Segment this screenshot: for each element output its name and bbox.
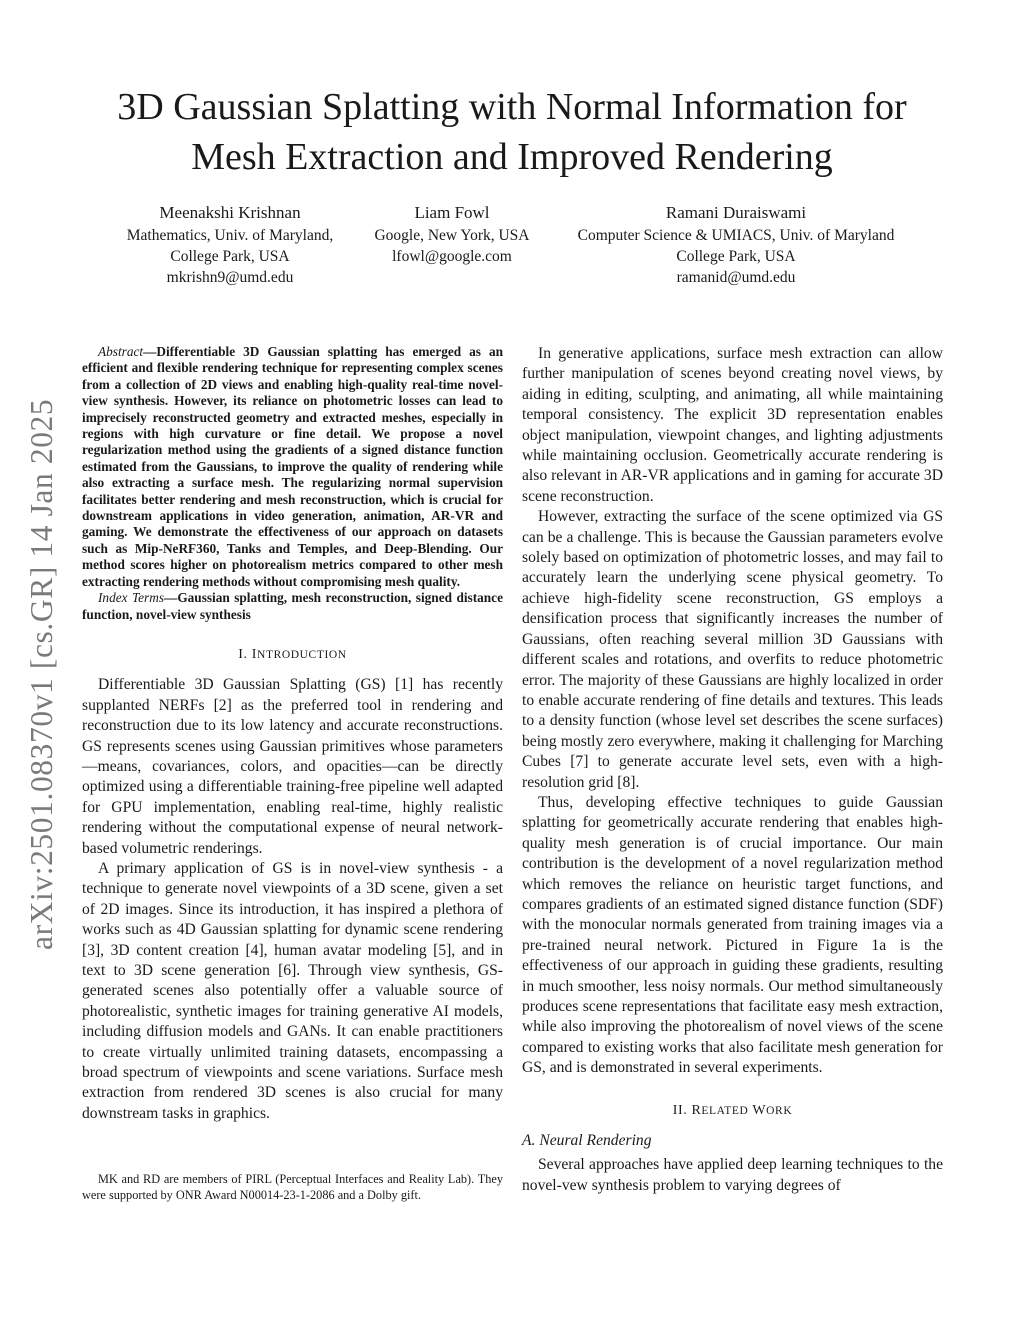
arxiv-stamp: arXiv:2501.08370v1 [cs.GR] 14 Jan 2025 [24,398,59,950]
section-title-initial: R [691,1102,702,1118]
author-name: Ramani Duraiswami [665,203,807,222]
paper-title [60,82,964,182]
section-number: I. [238,646,248,662]
author-location: College Park, USA [676,248,796,265]
subsection-heading: A. Neural Rendering [522,1132,652,1150]
section-title-initial: W [752,1102,767,1118]
author-block-3 [548,202,924,288]
author-email: lfowl@google.com [392,248,512,265]
right-column [522,344,943,1196]
author-email: ramanid@umd.edu [676,269,796,286]
section-heading-related-work [522,1101,943,1121]
body-paragraph-1: In generative applications, surface mesh extraction can allow further manipulation of scenes beyond creating novel views, by aiding in editing, sculpting, and animating, all while maintaining temporal consistency. The explicit 3D representation enables object manipulation, viewpoint changes, and lighting adjustments while maintaining occlusion. Geometrically accurate rendering is also relevant in AR-VR applications and in gaming for accurate 3D scene reconstruction. [522,345,943,505]
author-location: College Park, USA [170,248,290,265]
author-name: Liam Fowl [414,203,490,222]
abstract-label: Abstract [98,344,144,359]
author-email: mkrishn9@umd.edu [166,269,294,286]
section-title-initial: I [251,646,258,662]
title-line-1: 3D Gaussian Splatting with Normal Information for [117,86,907,128]
intro-paragraph-2: A primary application of GS is in novel-view synthesis - a technique to generate novel viewpoints of a 3D scene, given a set of 2D images. Since its introduction, it has inspired a plethora of works such as 4D Gaussian splatting for dynamic scene rendering [3], 3D content creation [4], human avatar modeling [5], and in text to 3D scene generation [6]. Through view synthesis, GS-generated scenes also potentially offer a valuable source of photorealistic, synthetic images for training generative AI models, including diffusion models and GANs. It can enable practitioners to create virtually unlimited training datasets, encompassing a broad spectrum of viewpoints and scene variations. Surface mesh extraction from rendered 3D scenes is also crucial for many downstream tasks in graphics. [82,859,503,1122]
section-heading-introduction [82,645,503,665]
left-column [82,344,503,1124]
author-block-1 [92,202,368,288]
author-block-2 [362,202,542,267]
abstract-text: —Differentiable 3D Gaussian splatting has emerged as an efficient and flexible rendering technique for representing complex scenes from a collection of 2D views and enabling high-quality real-time novel-view synthesis. However, its reliance on photometric losses can lead to imprecisely reconstructed geometry and extracted meshes, especially in regions with high curvature or fine detail. We propose a novel regularization method using the gradients of a signed distance function estimated from the Gaussians, to improve the quality of rendering while also extracting a surface mesh. The regularizing normal supervision facilitates better rendering and mesh reconstruction, which is crucial for downstream applications in video generation, animation, AR-VR and gaming. We demonstrate the effectiveness of our approach on datasets such as Mip-NeRF360, Tanks and Temples, and Deep-Blending. Our method scores higher on photorealism metrics compared to other mesh extracting rendering methods without compromising mesh quality. [82,344,503,589]
section-number: II. [672,1102,688,1118]
section-title-rest: ORK [766,1104,793,1117]
index-terms [82,590,503,623]
index-terms-text: —Gaussian splatting, mesh reconstruction, signed distance function, novel-view synthesis [82,590,503,622]
author-affiliation: Mathematics, Univ. of Maryland, [126,227,334,244]
section-title-rest: ELATED [701,1104,749,1117]
index-terms-label: Index Terms [98,590,165,606]
author-name: Meenakshi Krishnan [159,203,301,222]
abstract [82,344,503,590]
footnote: MK and RD are members of PIRL (Perceptual Interfaces and Reality Lab). They were supported by ONR Award N00014-23-1-2086 and a Dolby gift. [82,1172,503,1202]
author-affiliation: Computer Science & UMIACS, Univ. of Maryland [577,227,895,244]
intro-paragraph-1: Differentiable 3D Gaussian Splatting (GS) [1] has recently supplanted NERFs [2] as the preferred tool in rendering and reconstruction due to its low latency and accurate reconstructions. GS represents scenes using Gaussian primitives whose parameters—means, covariances, colors, and opacities—can be directly optimized using a differentiable training-free pipeline well adapted for GPU implementation, enabling real-time, highly realistic rendering without the computational expense of neural network-based volumetric renderings. [82,676,503,857]
body-paragraph-4: Several approaches have applied deep learning techniques to the novel-vew synthesis problem to varying degrees of [522,1156,943,1194]
body-paragraph-2: However, extracting the surface of the scene optimized via GS can be a challenge. This is because the Gaussian parameters evolve solely based on optimization of photometric losses, and may fail to accurately learn the underlying scene physical geometry. To achieve high-fidelity scene reconstruction, GS employs a densification process that significantly increases the number of Gaussians, often reaching several million 3D Gaussians with different scales and rotations, and overfits to reduce photometric error. The majority of these Gaussians are highly localized in order to enable accurate rendering of fine details and textures. This leads to a density function (whose level set describes the scene surfaces) being mostly zero everywhere, making it challenging for Marching Cubes [7] to generate accurate level sets, even with a high-resolution grid [8]. [522,508,943,791]
body-paragraph-3: Thus, developing effective techniques to guide Gaussian splatting for geometrically accurate rendering that enables high-quality mesh generation is of crucial importance. Our main contribution is the development of a novel regularization method which removes the reliance on heuristic target functions, and compares gradients of an estimated signed distance function (SDF) with the monocular normals generated from training images via a pre-trained neural network. Pictured in Figure 1a is the effectiveness of our approach in guiding these gradients, resulting in much smoother, less noisy normals. Our method simultaneously produces scene representations that facilitate easy mesh extraction, while also improving the photorealism of novel views of the scene compared to existing works that also facilitate mesh generation for GS, and is demonstrated in several experiments. [522,793,943,1077]
section-title-rest: NTRODUCTION [257,648,347,661]
author-affiliation: Google, New York, USA [374,227,530,244]
title-line-2: Mesh Extraction and Improved Rendering [191,136,833,178]
